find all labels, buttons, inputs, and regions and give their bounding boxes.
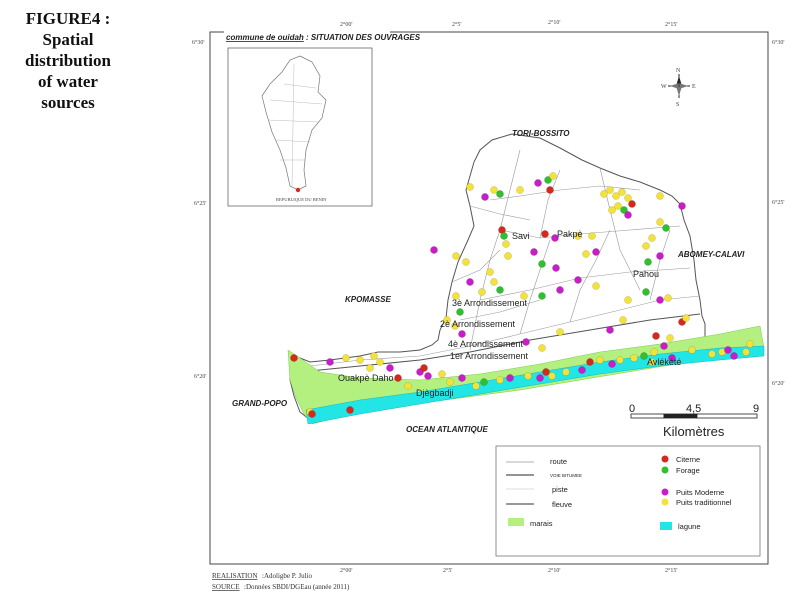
town-label-pakpe: Pakpè xyxy=(557,229,583,239)
water-point-marker-icon xyxy=(424,372,431,379)
water-point-marker-icon xyxy=(688,346,695,353)
water-point-marker-icon xyxy=(504,252,511,259)
graticule-bottom-label: 2°5' xyxy=(443,568,453,574)
compass-north: N xyxy=(676,68,681,74)
water-point-marker-icon xyxy=(386,364,393,371)
water-point-marker-icon xyxy=(516,186,523,193)
water-point-marker-icon xyxy=(730,352,737,359)
graticule-top-label: 2°00' xyxy=(340,22,353,28)
water-point-marker-icon xyxy=(618,188,625,195)
graticule-right-label: 6°20' xyxy=(772,381,785,387)
water-point-marker-icon xyxy=(506,374,513,381)
map-title-commune: commune de ouidah xyxy=(226,33,304,42)
graticule-right-label: 6°25' xyxy=(772,200,785,206)
water-point-marker-icon xyxy=(606,186,613,193)
water-point-marker-icon xyxy=(430,246,437,253)
water-point-marker-icon xyxy=(574,276,581,283)
water-point-marker-icon xyxy=(524,372,531,379)
water-point-marker-icon xyxy=(466,183,473,190)
legend-cistern-label: Citerne xyxy=(676,455,701,464)
town-label-djegbadji: Djègbadji xyxy=(416,388,454,398)
credit-realisation-value: :Adoligbe P. Julio xyxy=(262,572,312,580)
ouidah-location-marker xyxy=(296,188,300,192)
scale-unit: Kilomètres xyxy=(663,424,725,439)
water-point-marker-icon xyxy=(588,232,595,239)
water-point-marker-icon xyxy=(534,179,541,186)
water-point-marker-icon xyxy=(458,330,465,337)
water-point-marker-icon xyxy=(682,314,689,321)
water-point-marker-icon xyxy=(438,370,445,377)
water-point-marker-icon xyxy=(606,326,613,333)
water-point-marker-icon xyxy=(644,258,651,265)
water-point-marker-icon xyxy=(678,202,685,209)
water-point-marker-icon xyxy=(746,340,753,347)
compass-west: W xyxy=(661,84,667,90)
water-point-marker-icon xyxy=(376,358,383,365)
legend-track-label: piste xyxy=(552,485,568,494)
legend-marsh-symbol xyxy=(508,518,524,526)
scale-tick-4-5: 4,5 xyxy=(686,403,702,415)
town-label-3e-arrondissement: 3è Arrondissement xyxy=(452,298,528,308)
water-point-marker-icon xyxy=(478,288,485,295)
water-point-marker-icon xyxy=(608,360,615,367)
water-point-marker-icon xyxy=(582,250,589,257)
place-label-kpomasse: KPOMASSE xyxy=(345,295,391,304)
legend-paved-label: VOIE BITUMEE xyxy=(550,473,583,478)
water-point-marker-icon xyxy=(664,294,671,301)
town-label-avlekete: Avlékété xyxy=(647,357,682,367)
water-point-marker-icon xyxy=(481,193,488,200)
legend-road-label: route xyxy=(550,457,568,466)
graticule-top-label: 2°5' xyxy=(452,22,462,28)
water-point-marker-icon xyxy=(458,374,465,381)
water-point-marker-icon xyxy=(662,224,669,231)
place-label-abomey-calavi: ABOMEY-CALAVI xyxy=(678,250,745,259)
legend-marsh-label: marais xyxy=(530,519,553,528)
scale-tick-0: 0 xyxy=(629,403,636,415)
town-label-2e-arrondissement: 2è Arrondissement xyxy=(440,319,516,329)
legend-cistern-marker xyxy=(662,456,669,463)
water-point-marker-icon xyxy=(592,282,599,289)
water-point-marker-icon xyxy=(538,260,545,267)
water-point-marker-icon xyxy=(592,248,599,255)
water-point-marker-icon xyxy=(656,252,663,259)
water-point-marker-icon xyxy=(624,296,631,303)
water-point-marker-icon xyxy=(472,382,479,389)
water-point-marker-icon xyxy=(496,286,503,293)
compass-south: S xyxy=(676,102,680,108)
water-point-marker-icon xyxy=(462,258,469,265)
legend-river-label: fleuve xyxy=(552,500,573,509)
legend-borehole-label: Forage xyxy=(676,466,700,475)
water-point-marker-icon xyxy=(502,240,509,247)
graticule-top-label: 2°10' xyxy=(548,20,561,26)
water-point-marker-icon xyxy=(541,230,548,237)
water-point-marker-icon xyxy=(628,200,635,207)
water-point-marker-icon xyxy=(290,354,297,361)
water-point-marker-icon xyxy=(630,354,637,361)
water-point-marker-icon xyxy=(549,172,556,179)
water-point-marker-icon xyxy=(500,232,507,239)
graticule-bottom-label: 2°10' xyxy=(548,568,561,574)
water-point-marker-icon xyxy=(619,316,626,323)
water-point-marker-icon xyxy=(452,252,459,259)
town-label-4e-arrondissement: 4è Arrondissement xyxy=(448,339,524,349)
water-point-marker-icon xyxy=(656,296,663,303)
legend-lagoon-label: lagune xyxy=(678,522,701,531)
graticule-bottom-label: 2°00' xyxy=(340,568,353,574)
graticule-right-label: 6°30' xyxy=(772,40,785,46)
caption-line: Spatial xyxy=(42,30,94,49)
water-point-marker-icon xyxy=(370,352,377,359)
credit-source-value: :Données SBDI/DGEau (année 2011) xyxy=(244,583,350,591)
water-point-marker-icon xyxy=(552,264,559,271)
place-label-tori-bossito: TORI-BOSSITO xyxy=(512,129,570,138)
water-point-marker-icon xyxy=(578,366,585,373)
water-point-marker-icon xyxy=(616,356,623,363)
water-point-marker-icon xyxy=(326,358,333,365)
town-label-ouakpe-daho: Ouakpè Daho xyxy=(338,373,394,383)
graticule-left-label: 6°30' xyxy=(192,40,205,46)
water-point-marker-icon xyxy=(496,190,503,197)
water-point-marker-icon xyxy=(650,348,657,355)
water-point-marker-icon xyxy=(596,356,603,363)
water-point-marker-icon xyxy=(394,374,401,381)
water-point-marker-icon xyxy=(466,278,473,285)
water-point-marker-icon xyxy=(490,278,497,285)
legend-modern-well-marker xyxy=(662,489,669,496)
graticule-bottom-label: 2°15' xyxy=(665,568,678,574)
credit-source-label: SOURCE xyxy=(212,583,240,591)
inset-caption: REPUBLIQUE DU BENIN xyxy=(276,197,327,202)
place-label-grand-popo: GRAND-POPO xyxy=(232,399,288,408)
map-title: : SITUATION DES OUVRAGES xyxy=(306,33,421,42)
town-label-pahou: Pahou xyxy=(633,269,660,279)
water-point-marker-icon xyxy=(624,211,631,218)
water-point-marker-icon xyxy=(642,288,649,295)
water-point-marker-icon xyxy=(538,344,545,351)
caption-line: FIGURE4 : xyxy=(25,9,111,28)
water-point-marker-icon xyxy=(404,382,411,389)
water-point-marker-icon xyxy=(356,356,363,363)
scale-tick-9: 9 xyxy=(753,403,760,415)
water-point-marker-icon xyxy=(556,328,563,335)
graticule-top-label: 2°15' xyxy=(665,22,678,28)
water-point-marker-icon xyxy=(522,338,529,345)
water-point-marker-icon xyxy=(642,242,649,249)
water-point-marker-icon xyxy=(530,248,537,255)
water-point-marker-icon xyxy=(548,372,555,379)
water-point-marker-icon xyxy=(708,350,715,357)
water-point-marker-icon xyxy=(496,376,503,383)
legend-lagoon-symbol xyxy=(660,522,672,530)
legend-modern-well-label: Puits Moderne xyxy=(676,488,725,497)
water-point-marker-icon xyxy=(666,334,673,341)
legend-borehole-marker xyxy=(662,467,669,474)
water-point-marker-icon xyxy=(656,192,663,199)
water-point-marker-icon xyxy=(366,364,373,371)
water-point-marker-icon xyxy=(446,378,453,385)
water-point-marker-icon xyxy=(656,218,663,225)
graticule-left-label: 6°25' xyxy=(194,201,207,207)
water-point-marker-icon xyxy=(420,364,427,371)
water-point-marker-icon xyxy=(648,234,655,241)
town-label-savi: Savi xyxy=(512,231,530,241)
water-point-marker-icon xyxy=(742,348,749,355)
water-point-marker-icon xyxy=(538,292,545,299)
water-point-marker-icon xyxy=(346,406,353,413)
graticule-left-label: 6°20' xyxy=(194,374,207,380)
water-point-marker-icon xyxy=(608,206,615,213)
town-label-1er-arrondissement: 1er Arrondissement xyxy=(450,351,529,361)
water-point-marker-icon xyxy=(536,374,543,381)
water-point-marker-icon xyxy=(660,342,667,349)
water-point-marker-icon xyxy=(456,308,463,315)
legend-traditional-well-label: Puits traditionnel xyxy=(676,498,732,507)
credit-realisation-label: REALISATION xyxy=(212,572,258,580)
compass-east: E xyxy=(692,84,696,90)
water-point-marker-icon xyxy=(480,378,487,385)
water-point-marker-icon xyxy=(724,346,731,353)
place-label-ocean: OCEAN ATLANTIQUE xyxy=(406,425,488,434)
water-point-marker-icon xyxy=(308,410,315,417)
water-point-marker-icon xyxy=(546,186,553,193)
water-point-marker-icon xyxy=(342,354,349,361)
caption-line: of water xyxy=(38,72,98,91)
caption-line: distribution xyxy=(25,51,111,70)
caption-line: sources xyxy=(41,93,95,112)
water-point-marker-icon xyxy=(652,332,659,339)
legend-traditional-well-marker xyxy=(662,499,669,506)
water-point-marker-icon xyxy=(556,286,563,293)
water-point-marker-icon xyxy=(562,368,569,375)
water-point-marker-icon xyxy=(586,358,593,365)
water-point-marker-icon xyxy=(486,268,493,275)
